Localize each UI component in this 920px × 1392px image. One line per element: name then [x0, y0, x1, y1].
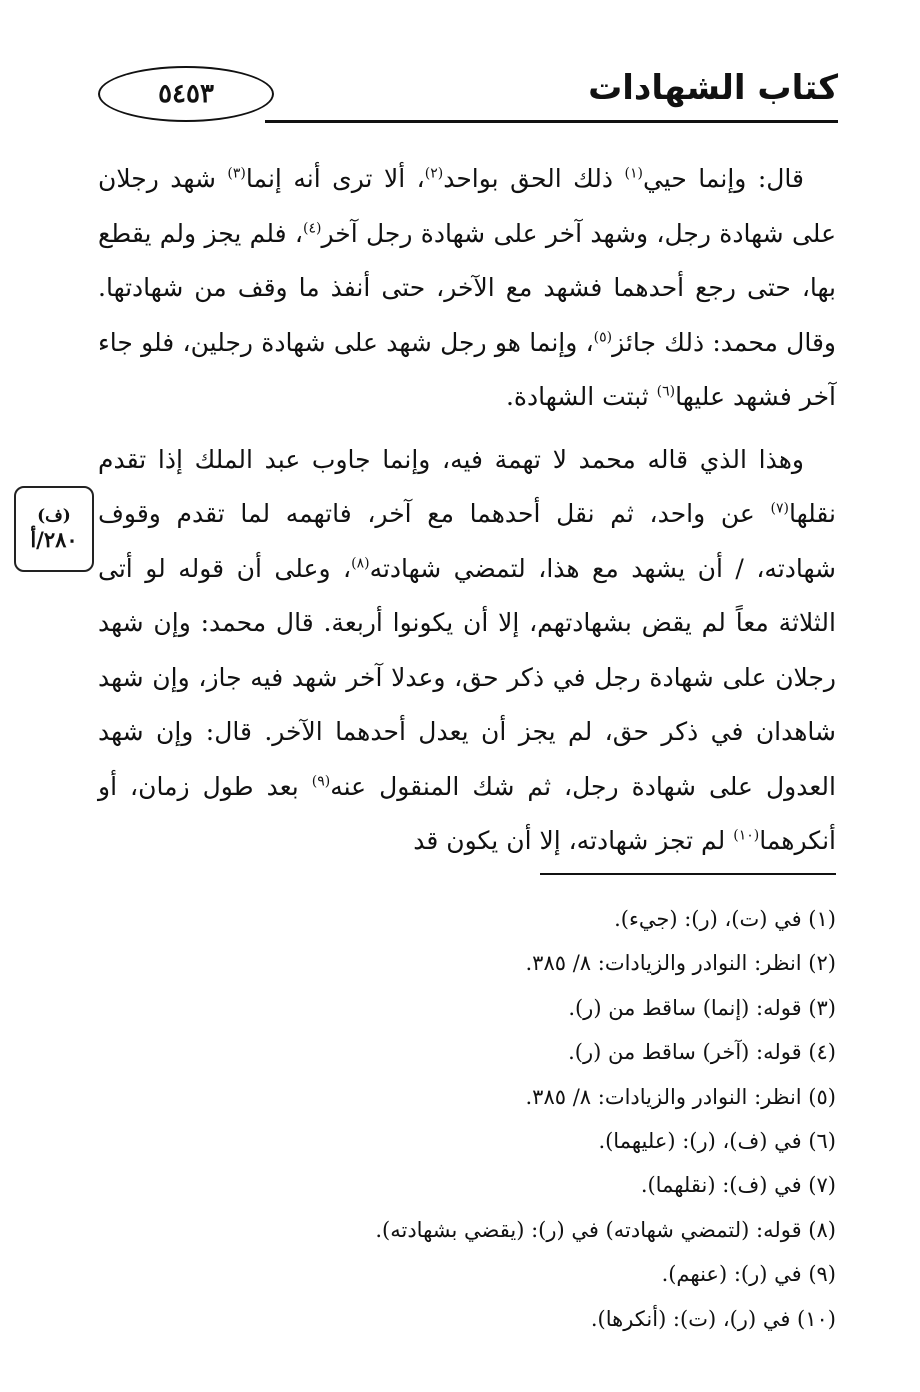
text-run: ، وإنما هو رجل شهد على شهادة رجلين، فلو جاء آخر فشهد عليها — [98, 327, 836, 411]
text-run: ، فلم يجز ولم يقطع بها، حتى رجع أحدهما فشهد مع الآخر، حتى أنفذ ما وقف من شهادتها. وقال محمد: ذلك جائز — [98, 218, 836, 357]
margin-manuscript-note — [14, 486, 94, 572]
text-run: عن واحد، ثم نقل أحدهما مع آخر، فاتهمه لما تقدم وقوف شهادته، / أن يشهد مع هذا، لتمضي شهادته — [98, 499, 836, 583]
footnote: (٤) قوله: (آخر) ساقط من (ر). — [568, 1040, 836, 1065]
body-paragraph — [98, 152, 836, 425]
margin-manuscript-page: ٢٨٠/أ — [30, 526, 78, 552]
text-run: ، ألا ترى أنه إنما — [245, 164, 425, 193]
footnotes — [96, 897, 836, 1341]
page-number: ٥٤٥٣ — [158, 79, 214, 109]
text-run: وهذا الذي قاله محمد لا تهمة فيه، وإنما جاوب عبد الملك إذا تقدم نقلها — [98, 444, 836, 528]
footnote: (٢) انظر: النوادر والزيادات: ٨/ ٣٨٥. — [525, 951, 836, 976]
text-run: ذلك الحق بواحد — [443, 164, 625, 193]
footnote-marker: (٣) — [227, 165, 246, 182]
main-text — [98, 152, 836, 869]
text-run: ، وعلى أن قوله لو أتى الثلاثة معاً لم يقض بشهادتهم، إلا أن يكونوا أربعة. قال محمد: وإن شهد رجلان على شهادة رجل في ذكر حق، وعدلا آخر شهد فيه جاز، وإن شهد شاهدان في ذكر حق، لم يجز أن يعدل أحدهما الآخر. قال: وإن شهد العدول على شهادة رجل، ثم شك المنقول عنه — [98, 553, 836, 801]
footnote-marker: (١) — [624, 165, 643, 182]
footnote: (٦) في (ف)، (ر): (عليهما). — [598, 1129, 836, 1154]
footnote: (١) في (ت)، (ر): (جيء). — [614, 907, 836, 931]
footnote-marker: (٦) — [656, 383, 676, 400]
footnote-marker: (٢) — [424, 165, 444, 182]
text-run: قال: وإنما حيي — [642, 164, 804, 193]
footnote: (٣) قوله: (إنما) ساقط من (ر). — [568, 995, 836, 1020]
text-run: بعد طول زمان، أو أنكرهما — [98, 771, 836, 855]
text-run: لم تجز شهادته، إلا أن يكون قد — [413, 826, 734, 855]
footnote: (٩) في (ر): (عنهم). — [661, 1262, 836, 1287]
footnote-marker: (١٠) — [733, 827, 760, 844]
book-title: كتاب الشهادات — [588, 68, 838, 108]
footnote-marker: (٧) — [770, 500, 789, 517]
text-run: ثبتت الشهادة. — [505, 382, 657, 411]
header-rule — [265, 120, 838, 123]
footnote: (٧) في (ف): (نقلهما). — [640, 1173, 836, 1198]
page-number-oval — [98, 66, 274, 122]
footnote-separator — [540, 873, 836, 875]
footnote: (٥) انظر: النوادر والزيادات: ٨/ ٣٨٥. — [525, 1084, 836, 1109]
margin-manuscript-code: (ف) — [37, 506, 71, 527]
text-run: شهد رجلان على شهادة رجل، وشهد آخر على شهادة رجل آخر — [98, 164, 836, 248]
body-paragraph — [98, 433, 836, 869]
footnote-marker: (٩) — [311, 773, 331, 790]
footnote: (٨) قوله: (لتمضي شهادته) في (ر): (يقضي بشهادته). — [375, 1217, 836, 1242]
footnote: (١٠) في (ر)، (ت): (أنكرها). — [590, 1306, 836, 1331]
page-header — [90, 62, 838, 132]
footnote-marker: (٤) — [302, 220, 322, 237]
footnote-marker: (٥) — [593, 329, 613, 346]
footnote-marker: (٨) — [351, 555, 370, 572]
